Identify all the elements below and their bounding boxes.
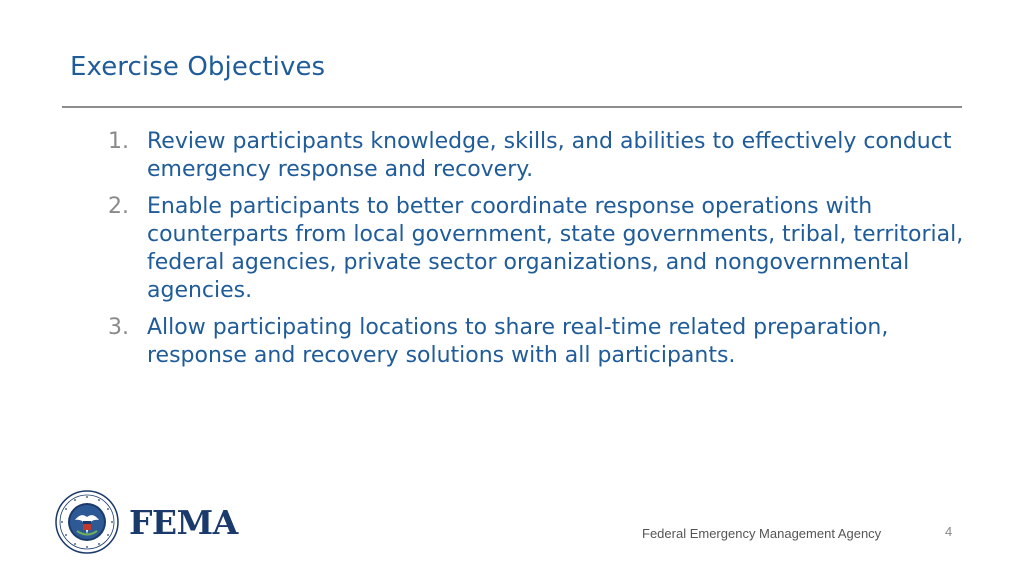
objective-item	[108, 314, 978, 370]
objective-text: Review participants knowledge, skills, and abilities to effectively conduct emergency response and recovery.	[147, 129, 952, 182]
objective-number: 1.	[108, 129, 129, 154]
objective-item	[108, 128, 978, 184]
title-divider	[62, 106, 962, 108]
objective-text: Allow participating locations to share real-time related preparation, response and recovery solutions with all participants.	[147, 315, 889, 368]
objective-text: Enable participants to better coordinate response operations with counterparts from local government, state governments, tribal, territorial, federal agencies, private sector organizations, and nongovernmental agencies.	[147, 194, 964, 303]
fema-wordmark: FEMA	[129, 502, 238, 542]
objectives-list	[108, 128, 978, 379]
objective-number: 2.	[108, 194, 129, 219]
objective-item	[108, 193, 978, 305]
dhs-seal-icon	[55, 490, 119, 554]
fema-logo	[55, 490, 238, 554]
page-number: 4	[945, 524, 953, 539]
agency-name: Federal Emergency Management Agency	[642, 526, 882, 541]
slide-title: Exercise Objectives	[70, 52, 326, 82]
objective-number: 3.	[108, 315, 129, 340]
